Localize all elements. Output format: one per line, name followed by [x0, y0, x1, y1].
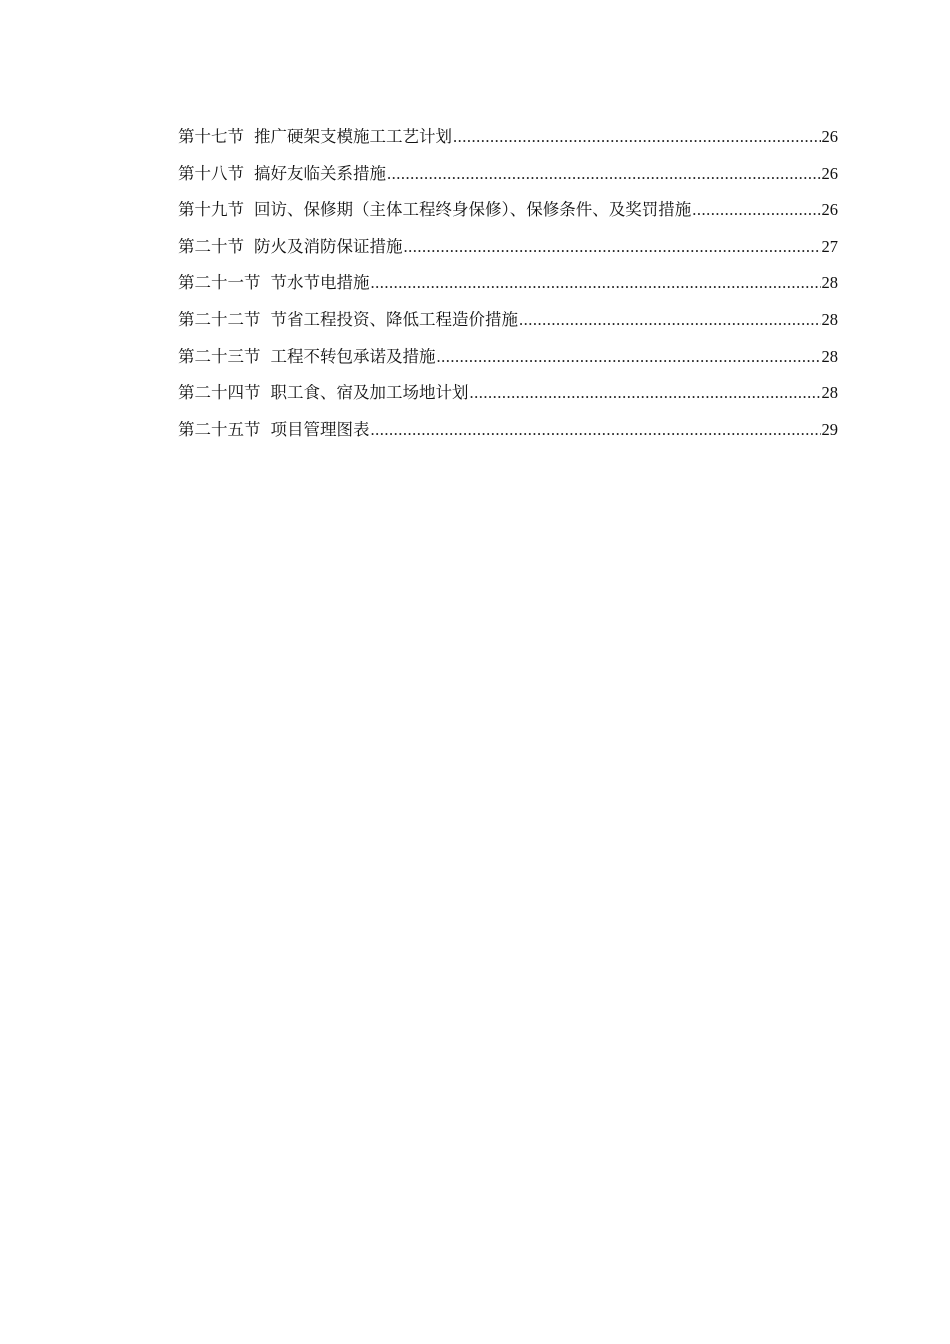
toc-section-title: 回访、保修期（主体工程终身保修）、保修条件、及奖罚措施: [254, 200, 692, 220]
toc-section-title: 搞好友临关系措施: [254, 163, 386, 183]
toc-section-number: 第二十五节: [178, 419, 261, 439]
toc-section-number: 第二十四节: [178, 383, 261, 403]
toc-dot-leader: [371, 417, 821, 443]
toc-section-title: 项目管理图表: [270, 419, 370, 439]
table-of-contents: [178, 124, 838, 453]
toc-dot-leader: [692, 197, 820, 223]
toc-section-title: 防火及消防保证措施: [254, 236, 403, 256]
toc-section-number: 第二十二节: [178, 309, 261, 329]
toc-dot-leader: [437, 344, 821, 370]
toc-dot-leader: [453, 124, 821, 150]
toc-page-number: 28: [821, 383, 838, 403]
toc-section-title: 节水节电措施: [270, 273, 370, 293]
toc-section-title: 推广硬架支模施工工艺计划: [254, 127, 452, 146]
toc-dot-leader: [519, 307, 821, 333]
toc-entry[interactable]: [178, 417, 838, 454]
toc-entry[interactable]: [178, 161, 838, 198]
toc-section-number: 第二十节: [178, 236, 244, 256]
toc-entry[interactable]: [178, 270, 838, 307]
toc-page-number: 26: [821, 127, 838, 146]
toc-dot-leader: [371, 270, 821, 296]
toc-page-number: 28: [821, 309, 838, 329]
toc-entry[interactable]: [178, 234, 838, 271]
toc-entry[interactable]: [178, 197, 838, 234]
toc-entry[interactable]: [178, 307, 838, 344]
toc-dot-leader: [470, 380, 821, 406]
toc-page-number: 28: [821, 346, 838, 366]
toc-page-number: 26: [821, 163, 838, 183]
toc-page-number: 28: [821, 273, 838, 293]
toc-section-title: 工程不转包承诺及措施: [270, 346, 436, 366]
toc-section-title: 职工食、宿及加工场地计划: [270, 383, 469, 403]
toc-dot-leader: [387, 161, 821, 187]
toc-entry[interactable]: [178, 344, 838, 381]
toc-section-number: 第十九节: [178, 200, 244, 220]
toc-entry[interactable]: [178, 380, 838, 417]
toc-page-number: 26: [821, 200, 838, 220]
toc-section-number: 第十八节: [178, 163, 244, 183]
toc-section-number: 第二十一节: [178, 273, 261, 293]
toc-section-number: 第十七节: [178, 127, 244, 146]
toc-page-number: 29: [821, 419, 838, 439]
toc-dot-leader: [404, 234, 821, 260]
toc-section-number: 第二十三节: [178, 346, 261, 366]
toc-entry[interactable]: [178, 124, 838, 161]
toc-section-title: 节省工程投资、降低工程造价措施: [270, 309, 518, 329]
toc-page-number: 27: [821, 236, 838, 256]
